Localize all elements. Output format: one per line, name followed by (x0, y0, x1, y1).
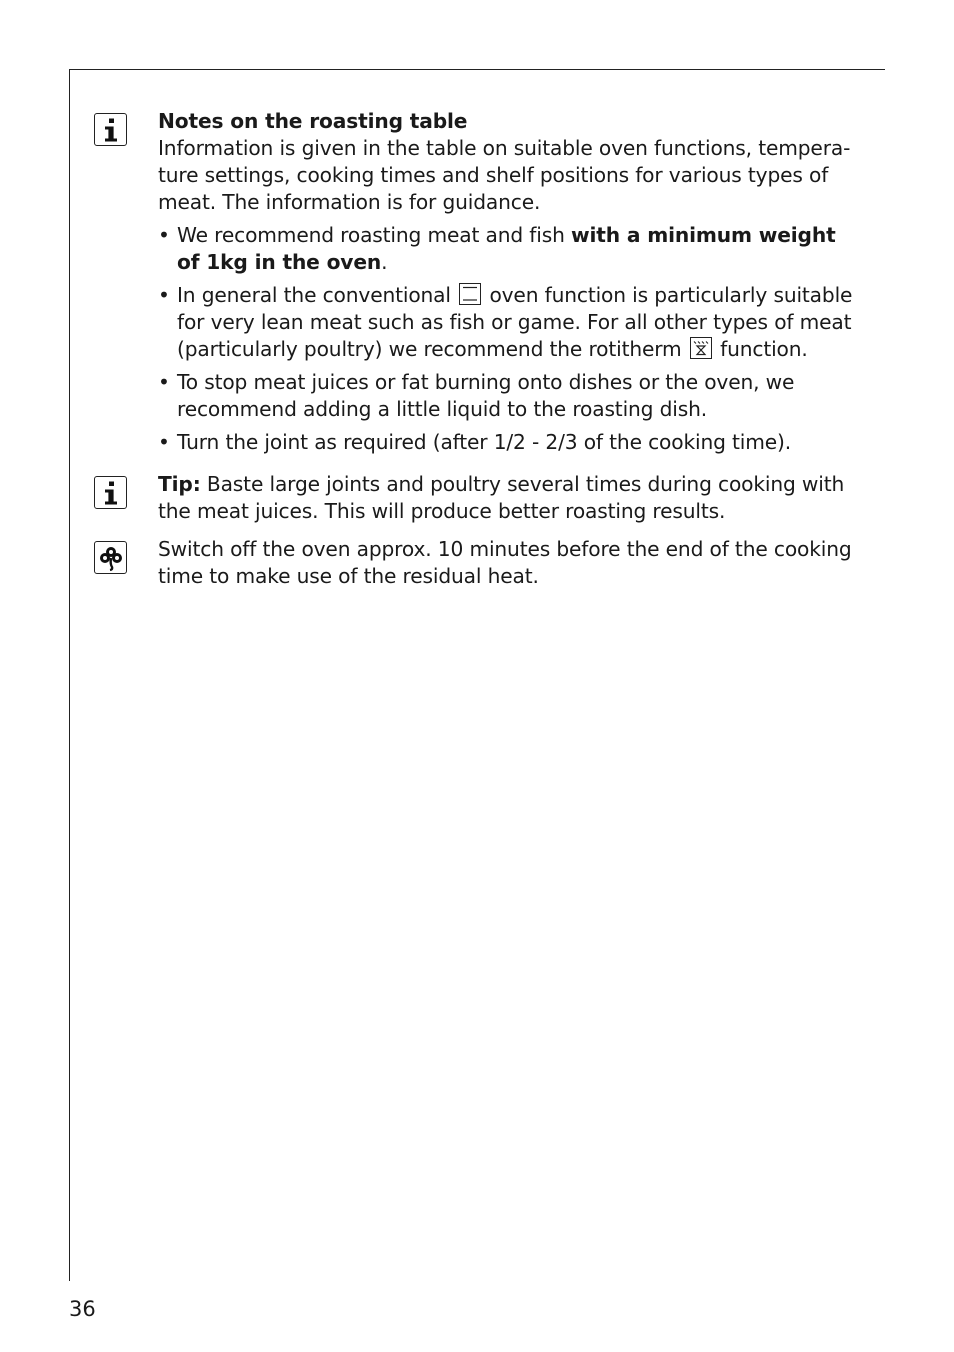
list-item (158, 369, 863, 423)
info-icon (94, 476, 127, 509)
conventional-oven-icon (459, 283, 481, 305)
roasting-notes (158, 108, 863, 456)
notes-list (158, 222, 863, 456)
bullet4-text: Turn the joint as required (after 1/2 - 2/3 of the cooking time). (177, 430, 792, 454)
list-item (158, 282, 863, 363)
info-icon (94, 113, 127, 146)
bullet-mark: • (158, 283, 170, 307)
left-rule (69, 69, 70, 1281)
bullet-mark: • (158, 430, 170, 454)
page-number: 36 (69, 1297, 96, 1321)
bullet1-end: . (381, 250, 388, 274)
top-rule (69, 69, 885, 70)
bullet1-text: We recommend roasting meat and fish (177, 223, 571, 247)
bullet3-text: To stop meat juices or fat burning onto dishes or the oven, we recommend adding a little liquid to the roasting dish. (177, 370, 795, 421)
list-item (158, 222, 863, 276)
bullet2-text-c: function. (720, 337, 808, 361)
bullet1-emphasis: with a minimum weight of 1kg in the oven (177, 223, 836, 274)
bullet-mark: • (158, 370, 170, 394)
bullet2-text-a: In general the conventional (177, 283, 451, 307)
list-item (158, 429, 863, 456)
clover-icon (94, 541, 127, 574)
tip-label: Tip: (158, 472, 201, 496)
tip-block (158, 471, 863, 525)
notes-intro: Information is given in the table on suitable oven functions, temperature settings, cooking times and shelf positions for various types of meat. The information is for guidance. (158, 136, 851, 214)
environment-block (158, 536, 863, 590)
tip-paragraph (158, 471, 863, 525)
environment-text: Switch off the oven approx. 10 minutes before the end of the cooking time to make use of the residual heat. (158, 537, 852, 588)
tip-text: Baste large joints and poultry several times during cooking with the meat juices. This will produce better roasting results. (158, 472, 845, 523)
rotitherm-icon (690, 337, 712, 359)
bullet2-text-b: oven function is particularly suitable for very lean meat such as fish or game. For all other types of meat (particularly poultry) we recommend the rotitherm (177, 283, 853, 361)
bullet-mark: • (158, 223, 170, 247)
notes-heading: Notes on the roasting table (158, 109, 468, 133)
